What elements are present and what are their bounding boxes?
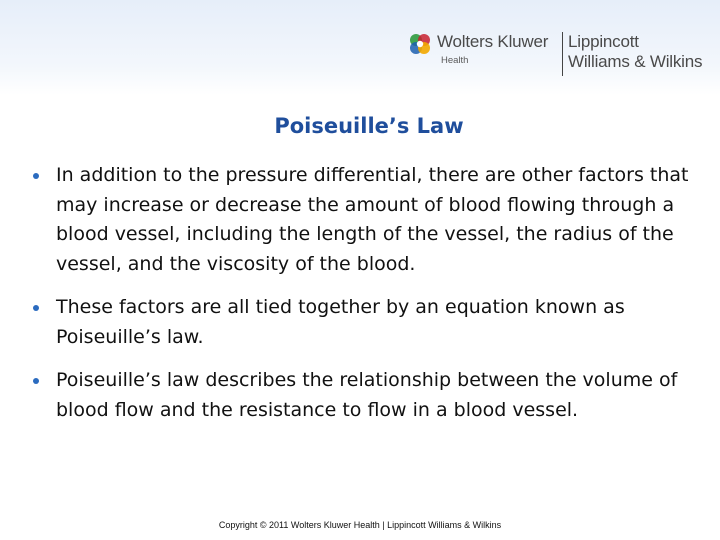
bullet-item — [30, 161, 690, 279]
bullet-icon — [33, 378, 39, 384]
wolters-kluwer-logo-icon — [408, 32, 432, 56]
brand-partner-line2: Williams & Wilkins — [568, 52, 703, 71]
bullet-text: These factors are all tied together by an equation known as Poiseuille’s law. — [56, 296, 625, 348]
brand-secondary: Health — [441, 55, 469, 66]
brand-primary: Wolters Kluwer — [437, 32, 549, 51]
bullet-item — [30, 366, 690, 425]
brand-partner-line1: Lippincott — [568, 32, 639, 51]
bullet-text: Poiseuille’s law describes the relationship between the volume of blood flow and the resistance to flow in a blood vessel. — [56, 369, 678, 421]
bullet-icon — [33, 173, 39, 179]
bullet-text: In addition to the pressure differential, there are other factors that may increase or decrease the amount of blood flowing through a blood vessel, including the length of the vessel, the radius of the vessel, and the viscosity of the blood. — [56, 164, 689, 275]
copyright-footer: Copyright © 2011 Wolters Kluwer Health | Lippincott Williams & Wilkins — [218, 520, 502, 530]
brand-partner — [568, 32, 702, 72]
bullet-item — [30, 293, 690, 352]
slide-title: Poiseuille’s Law — [274, 114, 464, 138]
bullet-icon — [33, 305, 39, 311]
logo-divider — [562, 32, 563, 76]
bullet-list — [30, 161, 690, 439]
